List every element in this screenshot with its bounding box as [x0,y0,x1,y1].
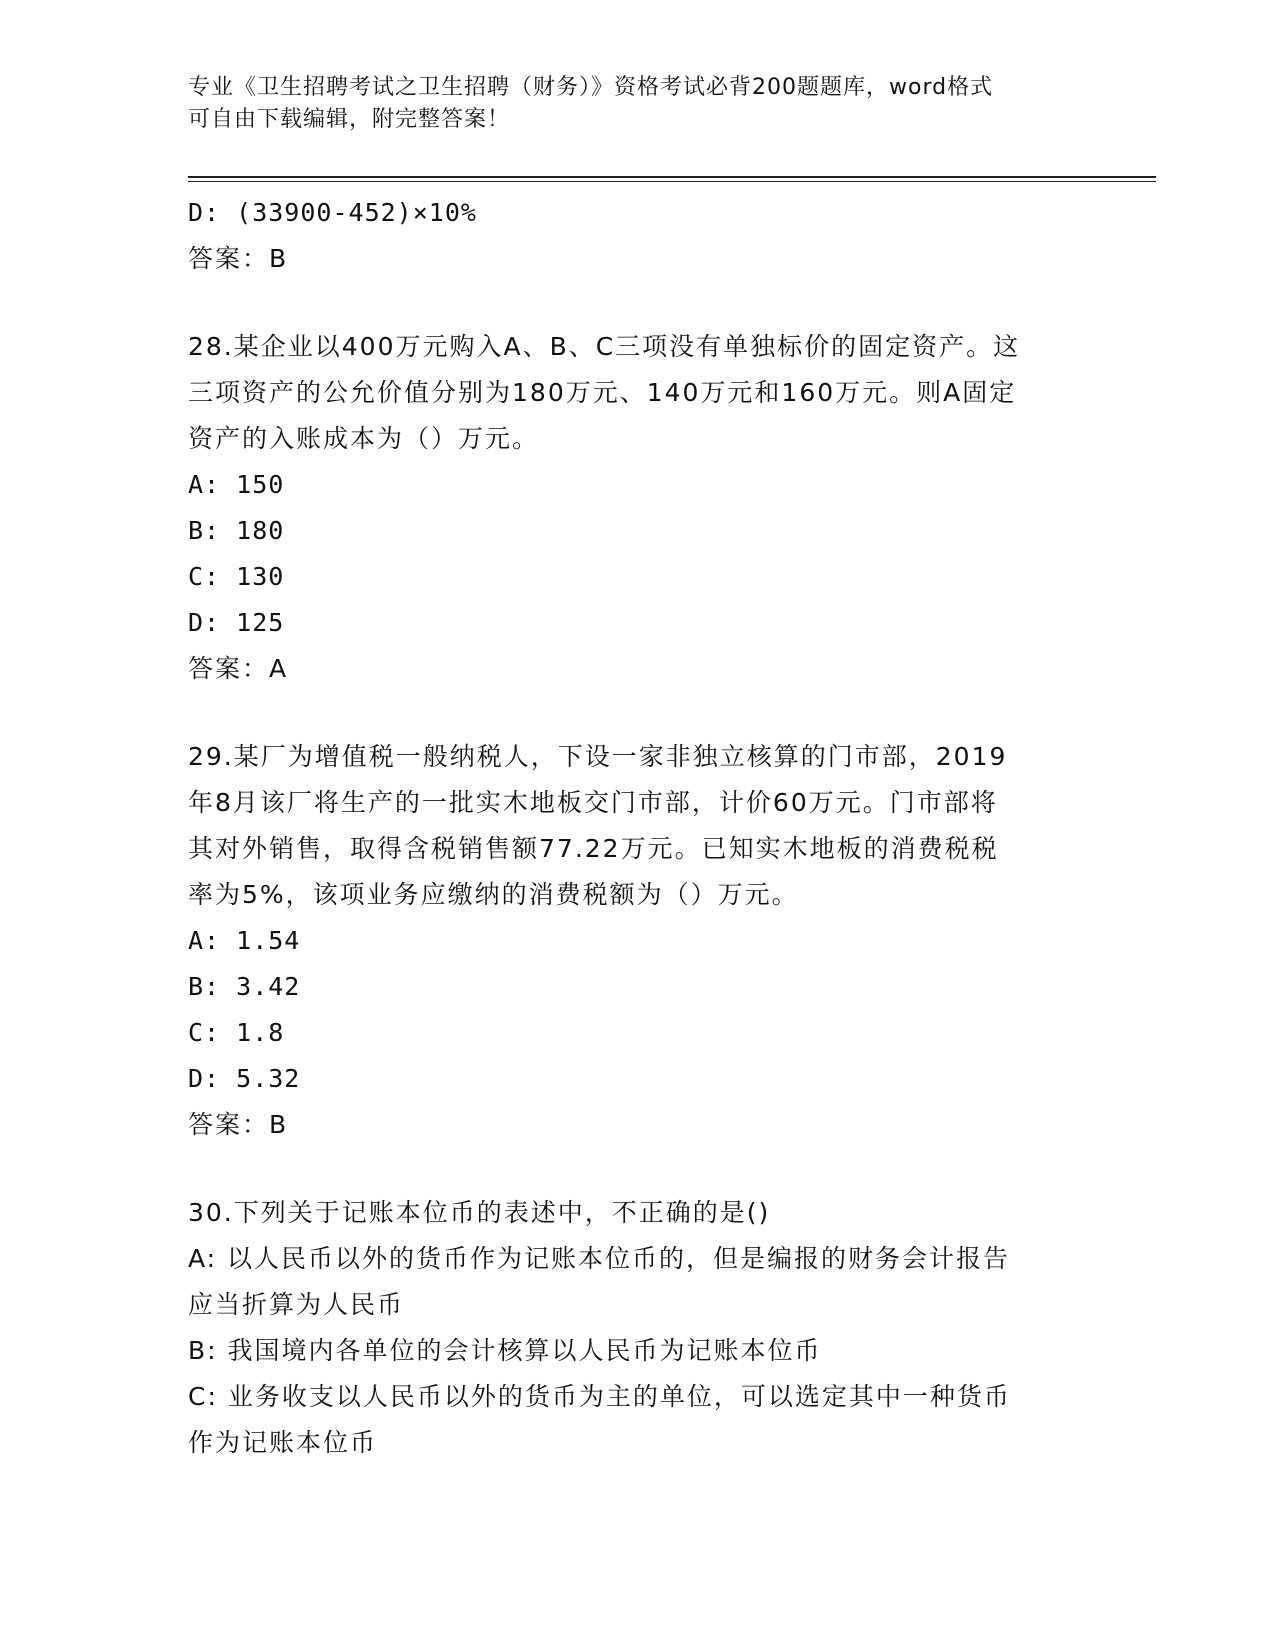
question-29-answer: 答案：B [188,1110,289,1139]
question-28-answer: 答案：A [188,654,289,683]
question-28 [188,324,1088,692]
question-29-option-c: C: 1.8 [188,1018,285,1047]
question-30-stem: 30.下列关于记账本位币的表述中，不正确的是() [188,1198,771,1227]
spacer [188,282,1088,324]
question-29-stem-line-1: 29.某厂为增值税一般纳税人，下设一家非独立核算的门市部，2019 [188,742,1008,771]
spacer [188,692,1088,734]
question-29 [188,734,1088,1148]
question-30-option-b: B: 我国境内各单位的会计核算以人民币为记账本位币 [188,1336,822,1365]
header-divider-thick [188,176,1156,178]
question-30-option-c-line-1: C: 业务收支以人民币以外的货币为主的单位，可以选定其中一种货币 [188,1382,1011,1411]
question-28-stem-line-1: 28.某企业以400万元购入A、B、C三项没有单独标价的固定资产。这 [188,332,1021,361]
question-29-option-d: D: 5.32 [188,1064,301,1093]
question-28-option-c: C: 130 [188,562,285,591]
document-header [188,72,1068,136]
question-29-option-b: B: 3.42 [188,972,301,1001]
question-28-stem-line-3: 资产的入账成本为（）万元。 [188,424,540,453]
question-28-option-a: A: 150 [188,470,285,499]
question-30 [188,1190,1088,1466]
spacer [188,1148,1088,1190]
question-28-option-d: D: 125 [188,608,285,637]
question-29-stem-line-3: 其对外销售，取得含税销售额77.22万元。已知实木地板的消费税税 [188,834,999,863]
question-29-stem-line-4: 率为5%，该项业务应缴纳的消费税额为（）万元。 [188,880,799,909]
prev-option-d: D: (33900-452)×10% [188,198,477,227]
header-divider-thin [188,181,1156,182]
question-30-option-a-line-1: A: 以人民币以外的货币作为记账本位币的，但是编报的财务会计报告 [188,1244,1011,1273]
question-content [188,190,1088,1466]
question-29-option-a: A: 1.54 [188,926,301,955]
question-30-option-c-line-2: 作为记账本位币 [188,1428,378,1457]
question-28-stem-line-2: 三项资产的公允价值分别为180万元、140万元和160万元。则A固定 [188,378,1017,407]
prev-answer: 答案：B [188,244,289,273]
question-29-stem-line-2: 年8月该厂将生产的一批实木地板交门市部，计价60万元。门市部将 [188,788,998,817]
header-title-line-2: 可自由下载编辑，附完整答案！ [188,107,511,132]
header-title-line-1: 专业《卫生招聘考试之卫生招聘（财务）》资格考试必背200题题库，word格式 [188,75,994,100]
question-28-option-b: B: 180 [188,516,285,545]
question-30-option-a-line-2: 应当折算为人民币 [188,1290,405,1319]
